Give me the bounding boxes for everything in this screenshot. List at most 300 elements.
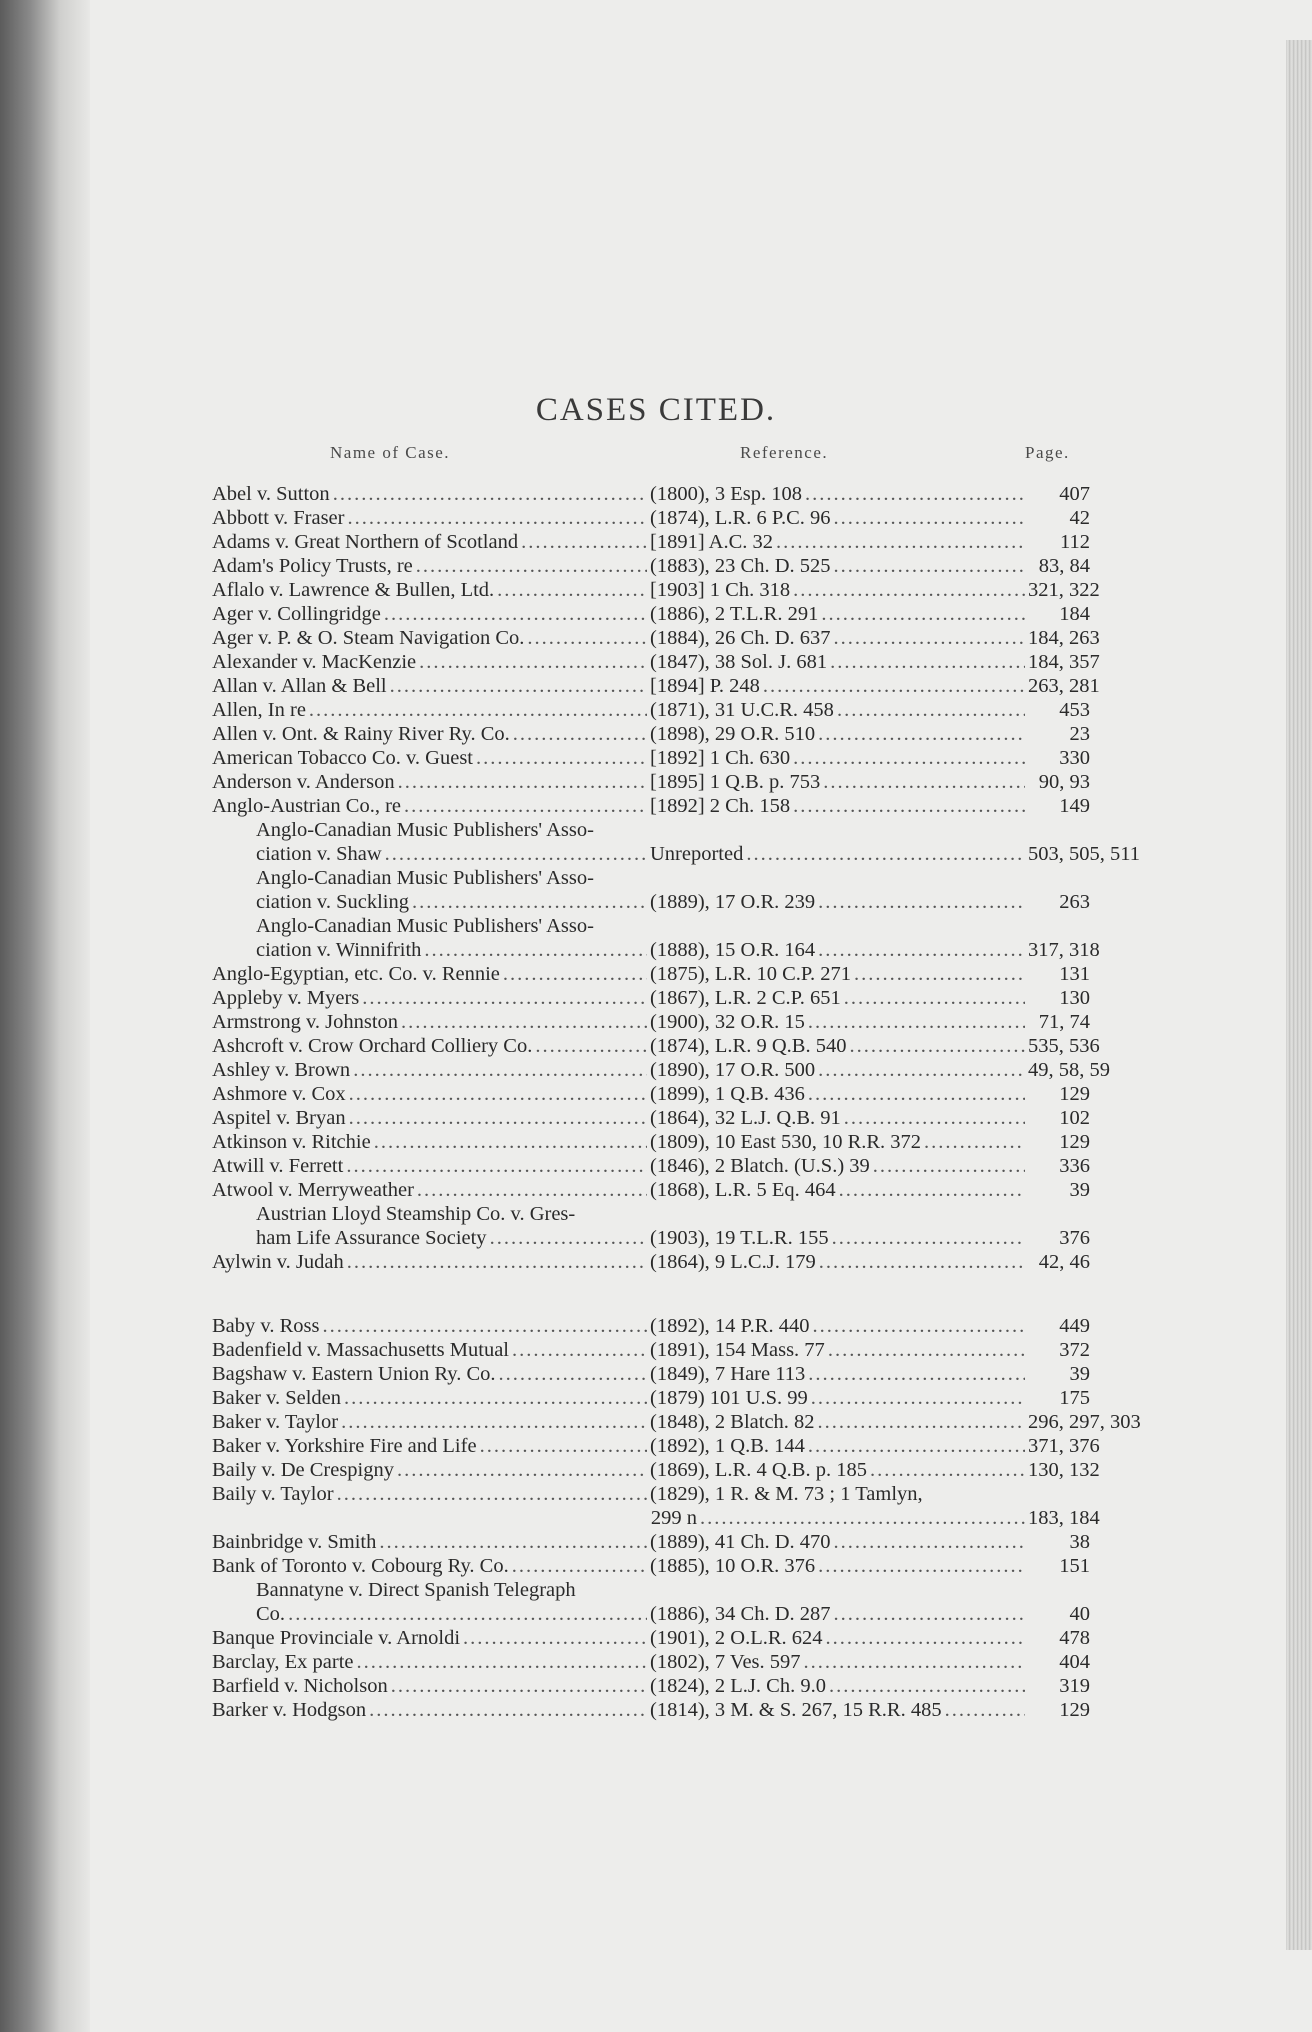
dot-leader bbox=[416, 554, 647, 578]
case-page: 372 bbox=[1059, 1339, 1090, 1361]
case-page: 112 bbox=[1060, 531, 1090, 553]
case-name bbox=[212, 1314, 650, 1338]
case-page: 336 bbox=[1059, 1155, 1090, 1177]
reference-text: (1883), 23 Ch. D. 525 bbox=[650, 555, 831, 577]
table-row bbox=[212, 626, 1100, 650]
case-reference bbox=[650, 602, 1028, 626]
page-edge bbox=[1286, 40, 1312, 1950]
case-name bbox=[212, 1410, 650, 1434]
case-name-text: Anderson v. Anderson bbox=[212, 771, 395, 793]
table-row bbox=[212, 1386, 1090, 1410]
case-reference bbox=[650, 698, 1028, 722]
dot-leader bbox=[837, 698, 1025, 722]
case-name-line bbox=[212, 1202, 1090, 1226]
dot-leader bbox=[818, 890, 1025, 914]
case-reference bbox=[650, 650, 1028, 674]
reference-text: [1903] 1 Ch. 318 bbox=[650, 579, 791, 601]
dot-leader bbox=[391, 1674, 647, 1698]
dot-leader bbox=[497, 578, 647, 602]
reference-text: (1892), 14 P.R. 440 bbox=[650, 1315, 810, 1337]
reference-text: (1884), 26 Ch. D. 637 bbox=[650, 627, 831, 649]
reference-text: (1814), 3 M. & S. 267, 15 R.R. 485 bbox=[650, 1699, 942, 1721]
page-title: CASES CITED. bbox=[535, 392, 777, 428]
case-name bbox=[212, 1154, 650, 1178]
case-name-text: Baby v. Ross bbox=[212, 1315, 320, 1337]
table-row bbox=[212, 1250, 1090, 1274]
case-name-text: Aspitel v. Bryan bbox=[212, 1107, 346, 1129]
case-reference bbox=[650, 1650, 1028, 1674]
table-row bbox=[212, 1058, 1110, 1082]
case-name bbox=[212, 1338, 650, 1362]
table-row bbox=[212, 986, 1090, 1010]
case-name bbox=[212, 1082, 650, 1106]
reference-text: 299 n bbox=[650, 1507, 698, 1529]
case-reference bbox=[650, 1226, 1028, 1250]
dot-leader bbox=[397, 1458, 647, 1482]
table-row bbox=[212, 602, 1090, 626]
case-name-text: ham Life Assurance Society bbox=[256, 1227, 487, 1249]
case-page: 83, 84 bbox=[1038, 555, 1090, 577]
dot-leader bbox=[818, 1058, 1025, 1082]
case-name-text: Anglo-Canadian Music Publishers' Asso- bbox=[256, 867, 594, 889]
case-name-text: Co. bbox=[256, 1603, 286, 1625]
dot-leader bbox=[344, 1386, 647, 1410]
case-name-text: Anglo-Canadian Music Publishers' Asso- bbox=[256, 819, 594, 841]
case-name-text: Abbott v. Fraser bbox=[212, 507, 345, 529]
case-detail-line bbox=[212, 938, 1100, 962]
case-page: 175 bbox=[1059, 1387, 1090, 1409]
dot-leader bbox=[818, 938, 1025, 962]
case-name bbox=[212, 530, 650, 554]
case-name bbox=[212, 1202, 650, 1226]
case-reference bbox=[650, 1362, 1028, 1386]
table-row bbox=[212, 1202, 1090, 1250]
case-name-text: Allan v. Allan & Bell bbox=[212, 675, 387, 697]
case-name-line bbox=[212, 914, 1090, 938]
case-reference bbox=[650, 1314, 1028, 1338]
reference-text: Unreported bbox=[650, 843, 744, 865]
case-page: 129 bbox=[1059, 1131, 1090, 1153]
case-page: 184, 263 bbox=[1028, 627, 1100, 649]
case-name-text: Barfield v. Nicholson bbox=[212, 1675, 388, 1697]
case-name bbox=[212, 1362, 650, 1386]
case-name bbox=[212, 1106, 650, 1130]
case-name bbox=[212, 1130, 650, 1154]
reference-text: [1891] A.C. 32 bbox=[650, 531, 773, 553]
case-name bbox=[212, 1434, 650, 1458]
case-name bbox=[212, 650, 650, 674]
dot-leader bbox=[834, 506, 1025, 530]
case-name-text: ciation v. Shaw bbox=[256, 843, 382, 865]
dot-leader bbox=[401, 1010, 647, 1034]
case-name-text: Ashmore v. Cox bbox=[212, 1083, 346, 1105]
case-reference bbox=[650, 1154, 1028, 1178]
spacer bbox=[212, 1506, 649, 1530]
case-name bbox=[212, 1386, 650, 1410]
case-page: 478 bbox=[1059, 1627, 1090, 1649]
dot-leader bbox=[844, 1106, 1025, 1130]
case-name bbox=[212, 1650, 650, 1674]
dot-leader bbox=[873, 1154, 1025, 1178]
reference-text: [1894] P. 248 bbox=[650, 675, 760, 697]
header-reference: Reference. bbox=[740, 443, 829, 462]
case-reference bbox=[650, 770, 1028, 794]
dot-leader bbox=[398, 770, 647, 794]
case-page: 319 bbox=[1059, 1675, 1090, 1697]
case-name-text: Allen, In re bbox=[212, 699, 306, 721]
case-page: 317, 318 bbox=[1028, 939, 1100, 961]
case-reference bbox=[650, 1010, 1028, 1034]
case-reference bbox=[650, 1458, 1028, 1482]
dot-leader bbox=[512, 1554, 647, 1578]
dot-leader bbox=[322, 1314, 647, 1338]
case-name bbox=[212, 1058, 650, 1082]
case-name-text: Aflalo v. Lawrence & Bullen, Ltd. bbox=[212, 579, 495, 601]
reference-text: (1864), 32 L.J. Q.B. 91 bbox=[650, 1107, 841, 1129]
case-name-text: Atkinson v. Ritchie bbox=[212, 1131, 371, 1153]
case-page: 49, 58, 59 bbox=[1028, 1059, 1110, 1081]
case-name-text: Bainbridge v. Smith bbox=[212, 1531, 377, 1553]
case-name-text: Baily v. De Crespigny bbox=[212, 1459, 395, 1481]
case-reference bbox=[650, 842, 1028, 866]
case-page: 129 bbox=[1059, 1699, 1090, 1721]
case-page: 330 bbox=[1059, 747, 1090, 769]
case-page: 321, 322 bbox=[1028, 579, 1100, 601]
dot-leader bbox=[844, 986, 1025, 1010]
case-name-continued bbox=[212, 890, 650, 914]
case-name-text: Adams v. Great Northern of Scotland bbox=[212, 531, 519, 553]
case-name bbox=[212, 962, 650, 986]
reference-text: (1899), 1 Q.B. 436 bbox=[650, 1083, 805, 1105]
dot-leader bbox=[808, 1082, 1025, 1106]
reference-text: (1849), 7 Hare 113 bbox=[650, 1363, 806, 1385]
dot-leader bbox=[832, 1226, 1025, 1250]
case-name-continued bbox=[212, 938, 650, 962]
case-page: 42 bbox=[1069, 507, 1090, 529]
case-name-text: Baily v. Taylor bbox=[212, 1483, 334, 1505]
reference-text: (1886), 34 Ch. D. 287 bbox=[650, 1603, 831, 1625]
dot-leader bbox=[793, 746, 1025, 770]
case-name-text: Baker v. Yorkshire Fire and Life bbox=[212, 1435, 477, 1457]
table-row bbox=[212, 578, 1100, 602]
table-row bbox=[212, 1482, 1100, 1530]
case-name bbox=[212, 1482, 650, 1506]
table-row bbox=[212, 1106, 1090, 1130]
case-name bbox=[212, 1458, 650, 1482]
case-page: 23 bbox=[1069, 723, 1090, 745]
case-name-text: ciation v. Winnifrith bbox=[256, 939, 422, 961]
case-name-text: ciation v. Suckling bbox=[256, 891, 409, 913]
dot-leader bbox=[924, 1130, 1025, 1154]
case-name-text: Alexander v. MacKenzie bbox=[212, 651, 417, 673]
case-name bbox=[212, 1034, 650, 1058]
table-row bbox=[212, 650, 1100, 674]
case-name bbox=[212, 866, 650, 890]
reference-text: (1890), 17 O.R. 500 bbox=[650, 1059, 816, 1081]
case-page: 38 bbox=[1069, 1531, 1090, 1553]
case-reference bbox=[650, 1482, 1028, 1506]
dot-leader bbox=[480, 1434, 647, 1458]
reference-text: (1875), L.R. 10 C.P. 271 bbox=[650, 963, 852, 985]
reference-text: (1889), 41 Ch. D. 470 bbox=[650, 1531, 831, 1553]
reference-text: (1886), 2 T.L.R. 291 bbox=[650, 603, 819, 625]
table-row bbox=[212, 1530, 1090, 1554]
dot-leader bbox=[417, 1178, 647, 1202]
reference-text: [1892] 1 Ch. 630 bbox=[650, 747, 791, 769]
table-row bbox=[212, 818, 1140, 866]
dot-leader bbox=[476, 746, 647, 770]
case-name-text: Badenfield v. Massachusetts Mutual bbox=[212, 1339, 509, 1361]
case-page: 39 bbox=[1069, 1179, 1090, 1201]
reference-text: (1888), 15 O.R. 164 bbox=[650, 939, 816, 961]
case-name-text: Adam's Policy Trusts, re bbox=[212, 555, 413, 577]
column-headers bbox=[0, 443, 1312, 469]
case-name-text: Armstrong v. Johnston bbox=[212, 1011, 399, 1033]
dot-leader bbox=[346, 1154, 647, 1178]
reference-text: (1824), 2 L.J. Ch. 9.0 bbox=[650, 1675, 826, 1697]
reference-text: [1892] 2 Ch. 158 bbox=[650, 795, 791, 817]
reference-text: (1885), 10 O.R. 376 bbox=[650, 1555, 816, 1577]
case-name bbox=[212, 770, 650, 794]
case-reference-continued bbox=[649, 1506, 1028, 1530]
case-name bbox=[212, 578, 650, 602]
dot-leader bbox=[490, 1226, 647, 1250]
dot-leader bbox=[829, 1674, 1025, 1698]
case-reference bbox=[650, 1530, 1028, 1554]
reference-text: (1802), 7 Ves. 597 bbox=[650, 1651, 801, 1673]
case-page: 149 bbox=[1059, 795, 1090, 817]
reference-text: (1848), 2 Blatch. 82 bbox=[650, 1411, 815, 1433]
table-row bbox=[212, 1130, 1090, 1154]
case-reference-continued-line bbox=[212, 1506, 1100, 1530]
dot-leader bbox=[808, 1362, 1025, 1386]
dot-leader bbox=[463, 1626, 647, 1650]
case-reference bbox=[650, 1058, 1028, 1082]
case-name-text: Bannatyne v. Direct Spanish Telegraph bbox=[256, 1579, 576, 1601]
header-page: Page. bbox=[1025, 443, 1070, 462]
table-row bbox=[212, 1458, 1100, 1482]
dot-leader bbox=[362, 986, 647, 1010]
reference-text: (1809), 10 East 530, 10 R.R. 372 bbox=[650, 1131, 922, 1153]
table-row bbox=[212, 1082, 1090, 1106]
case-reference bbox=[650, 506, 1028, 530]
table-row bbox=[212, 962, 1090, 986]
case-page: 129 bbox=[1059, 1083, 1090, 1105]
table-row bbox=[212, 770, 1090, 794]
case-reference bbox=[650, 530, 1028, 554]
case-reference bbox=[650, 674, 1028, 698]
case-name-line bbox=[212, 1578, 1090, 1602]
table-row bbox=[212, 530, 1090, 554]
dot-leader bbox=[374, 1130, 647, 1154]
table-row bbox=[212, 866, 1090, 914]
case-name-line bbox=[212, 866, 1090, 890]
table-row bbox=[212, 1314, 1090, 1338]
reference-text: (1891), 154 Mass. 77 bbox=[650, 1339, 825, 1361]
table-row bbox=[212, 1410, 1141, 1434]
case-reference bbox=[650, 1698, 1028, 1722]
dot-leader bbox=[834, 626, 1025, 650]
case-name-text: Appleby v. Myers bbox=[212, 987, 360, 1009]
table-row bbox=[212, 1362, 1090, 1386]
reference-text: (1869), L.R. 4 Q.B. p. 185 bbox=[650, 1459, 867, 1481]
case-reference bbox=[650, 626, 1028, 650]
table-row bbox=[212, 1154, 1090, 1178]
table-row bbox=[212, 914, 1100, 962]
reference-text: (1871), 31 U.C.R. 458 bbox=[650, 699, 834, 721]
dot-leader bbox=[499, 1362, 648, 1386]
case-name-text: Barker v. Hodgson bbox=[212, 1699, 367, 1721]
dot-leader bbox=[424, 938, 647, 962]
dot-leader bbox=[527, 626, 647, 650]
case-reference bbox=[650, 890, 1028, 914]
case-detail-line bbox=[212, 890, 1090, 914]
dot-leader bbox=[812, 1314, 1025, 1338]
reference-text: (1879) 101 U.S. 99 bbox=[650, 1387, 808, 1409]
dot-leader bbox=[834, 1602, 1025, 1626]
case-page: 184, 357 bbox=[1028, 651, 1100, 673]
case-reference bbox=[650, 962, 1028, 986]
case-page: 102 bbox=[1059, 1107, 1090, 1129]
dot-leader bbox=[357, 1650, 647, 1674]
reference-text: (1898), 29 O.R. 510 bbox=[650, 723, 816, 745]
table-row bbox=[212, 1338, 1090, 1362]
dot-leader bbox=[793, 794, 1025, 818]
dot-leader bbox=[337, 1482, 647, 1506]
case-page: 371, 376 bbox=[1028, 1435, 1100, 1457]
case-name-continued bbox=[212, 1226, 650, 1250]
dot-leader bbox=[419, 650, 647, 674]
dot-leader bbox=[776, 530, 1025, 554]
reference-text: (1847), 38 Sol. J. 681 bbox=[650, 651, 828, 673]
case-name bbox=[212, 1178, 650, 1202]
case-reference bbox=[650, 794, 1028, 818]
table-row bbox=[212, 1034, 1100, 1058]
case-name-continued bbox=[212, 842, 650, 866]
table-row bbox=[212, 1178, 1090, 1202]
case-name-text: Ager v. Collingridge bbox=[212, 603, 381, 625]
case-detail-line bbox=[212, 842, 1140, 866]
dot-leader bbox=[811, 1386, 1025, 1410]
reference-text: (1901), 2 O.L.R. 624 bbox=[650, 1627, 823, 1649]
case-reference bbox=[650, 1130, 1028, 1154]
reference-text: (1867), L.R. 2 C.P. 651 bbox=[650, 987, 841, 1009]
case-reference bbox=[650, 1554, 1028, 1578]
case-page: 296, 297, 303 bbox=[1028, 1411, 1141, 1433]
reference-text: (1892), 1 Q.B. 144 bbox=[650, 1435, 805, 1457]
case-reference bbox=[650, 1626, 1028, 1650]
case-reference bbox=[650, 722, 1028, 746]
case-name-text: Allen v. Ont. & Rainy River Ry. Co. bbox=[212, 723, 510, 745]
dot-leader bbox=[870, 1458, 1025, 1482]
table-row bbox=[212, 482, 1090, 506]
case-name-text: Atwill v. Ferrett bbox=[212, 1155, 344, 1177]
dot-leader bbox=[804, 1650, 1025, 1674]
case-page: 407 bbox=[1059, 483, 1090, 505]
case-page: 131 bbox=[1059, 963, 1090, 985]
case-reference bbox=[650, 1386, 1028, 1410]
case-name bbox=[212, 1530, 650, 1554]
case-name-text: Abel v. Sutton bbox=[212, 483, 330, 505]
case-name bbox=[212, 506, 650, 530]
dot-leader bbox=[808, 1434, 1025, 1458]
case-page: 71, 74 bbox=[1038, 1011, 1090, 1033]
case-name bbox=[212, 746, 650, 770]
dot-leader bbox=[834, 554, 1025, 578]
case-name-text: Anglo-Canadian Music Publishers' Asso- bbox=[256, 915, 594, 937]
case-name bbox=[212, 1010, 650, 1034]
case-name bbox=[212, 1554, 650, 1578]
table-row bbox=[212, 698, 1090, 722]
dot-leader bbox=[808, 1010, 1025, 1034]
case-reference bbox=[650, 1434, 1028, 1458]
case-name-text: Anglo-Austrian Co., re bbox=[212, 795, 402, 817]
reference-text: (1900), 32 O.R. 15 bbox=[650, 1011, 805, 1033]
case-reference bbox=[650, 938, 1028, 962]
case-page: 263 bbox=[1059, 891, 1090, 913]
reference-text: (1874), L.R. 6 P.C. 96 bbox=[650, 507, 831, 529]
dot-leader bbox=[535, 1034, 647, 1058]
dot-leader bbox=[793, 578, 1025, 602]
dot-leader bbox=[369, 1698, 647, 1722]
table-row bbox=[212, 674, 1100, 698]
reference-text: (1800), 3 Esp. 108 bbox=[650, 483, 803, 505]
case-reference bbox=[650, 1082, 1028, 1106]
dot-leader bbox=[341, 1410, 647, 1434]
dot-leader bbox=[521, 530, 647, 554]
case-page: 183, 184 bbox=[1028, 1507, 1100, 1529]
case-page: 449 bbox=[1059, 1315, 1090, 1337]
case-name bbox=[212, 914, 650, 938]
dot-leader bbox=[309, 698, 647, 722]
table-row bbox=[212, 554, 1090, 578]
case-name bbox=[212, 698, 650, 722]
case-name bbox=[212, 626, 650, 650]
scan-binding-shadow bbox=[0, 0, 90, 2032]
dot-leader bbox=[818, 1410, 1025, 1434]
dot-leader bbox=[830, 650, 1025, 674]
dot-leader bbox=[805, 482, 1025, 506]
dot-leader bbox=[390, 674, 647, 698]
case-reference bbox=[650, 1034, 1028, 1058]
reference-text: (1903), 19 T.L.R. 155 bbox=[650, 1227, 829, 1249]
case-reference bbox=[650, 1338, 1028, 1362]
case-name bbox=[212, 602, 650, 626]
case-name bbox=[212, 674, 650, 698]
case-reference bbox=[650, 1178, 1028, 1202]
dot-leader bbox=[288, 1602, 647, 1626]
case-page: 130, 132 bbox=[1028, 1459, 1100, 1481]
table-row bbox=[212, 1554, 1090, 1578]
case-name-text: Barclay, Ex parte bbox=[212, 1651, 354, 1673]
case-name bbox=[212, 1578, 650, 1602]
dot-leader bbox=[746, 842, 1025, 866]
case-page: 376 bbox=[1059, 1227, 1090, 1249]
dot-leader bbox=[834, 1530, 1025, 1554]
case-reference bbox=[650, 986, 1028, 1010]
dot-leader bbox=[513, 722, 647, 746]
case-name-text: Ashley v. Brown bbox=[212, 1059, 351, 1081]
case-name-text: Ager v. P. & O. Steam Navigation Co. bbox=[212, 627, 525, 649]
reference-text: (1874), L.R. 9 Q.B. 540 bbox=[650, 1035, 847, 1057]
case-name-text: Baker v. Selden bbox=[212, 1387, 342, 1409]
case-name-text: Atwool v. Merryweather bbox=[212, 1179, 414, 1201]
case-reference bbox=[650, 482, 1028, 506]
dot-leader bbox=[347, 506, 647, 530]
reference-text: (1864), 9 L.C.J. 179 bbox=[650, 1251, 816, 1273]
case-reference bbox=[650, 1410, 1028, 1434]
reference-text: (1829), 1 R. & M. 73 ; 1 Tamlyn, bbox=[650, 1483, 923, 1505]
